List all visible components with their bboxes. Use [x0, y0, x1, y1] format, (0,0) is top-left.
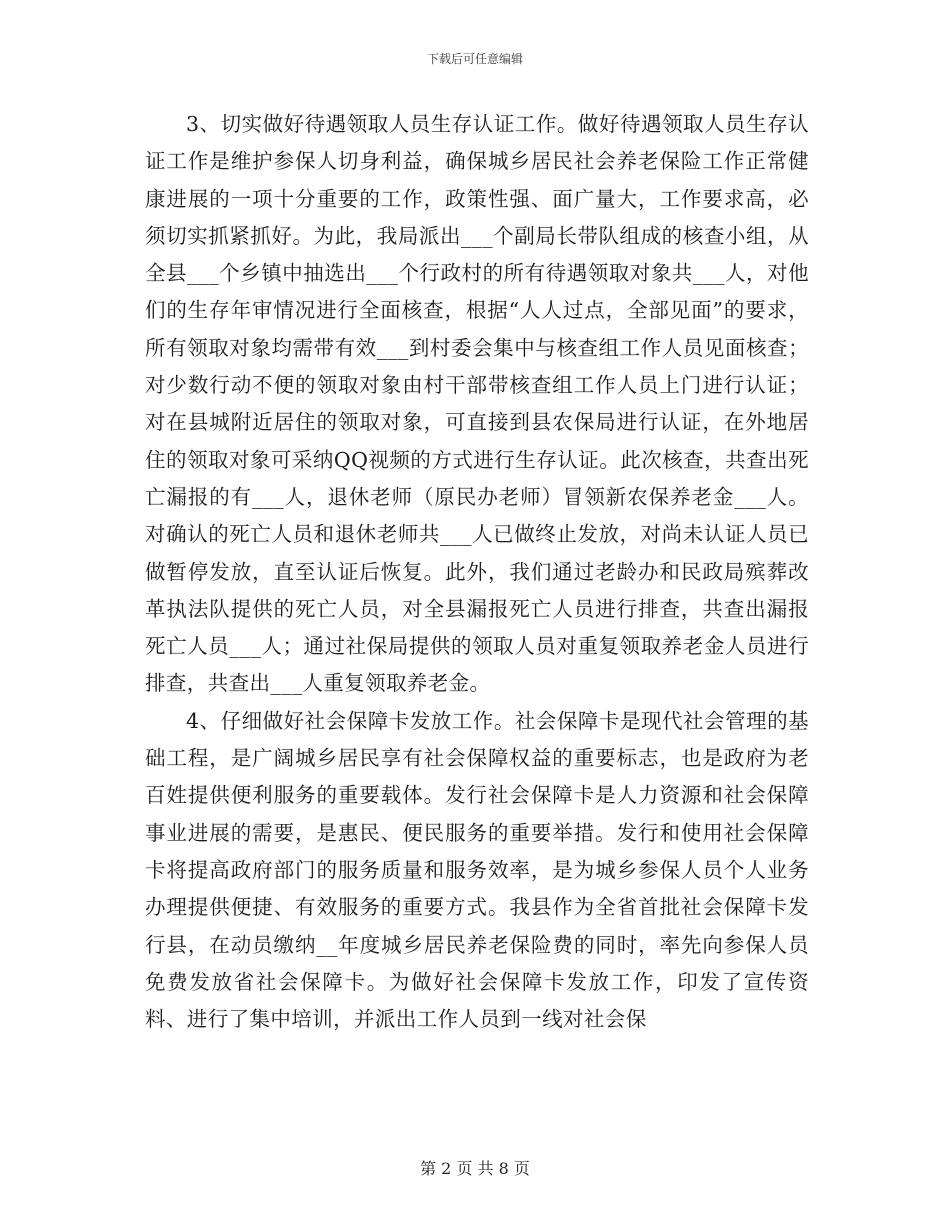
page-number: 第 2 页 共 8 页 [420, 1159, 530, 1178]
paragraph-item-3: 3、切实做好待遇领取人员生存认证工作。做好待遇领取人员生存认证工作是维护参保人切身利益，确保城乡居民社会养老保险工作正常健康进展的一项十分重要的工作，政策性强、面广量大，工作要求高，必须切实抓紧抓好。为此，我局派出___个副局长带队组成的核查小组，从全县___个乡镇中抽选出___个行政村的所有待遇领取对象共___人，对他们的生存年审情况进行全面核查，根据“人人过点，全部见面”的要求，所有领取对象均需带有效___到村委会集中与核查组工作人员见面核查；对少数行动不便的领取对象由村干部带核查组工作人员上门进行认证；对在县城附近居住的领取对象，可直接到县农保局进行认证，在外地居住的领取对象可采纳QQ视频的方式进行生存认证。此次核查，共查出死亡漏报的有___人，退休老师（原民办老师）冒领新农保养老金___人。对确认的死亡人员和退休老师共___人已做终止发放，对尚未认证人员已做暂停发放，直至认证后恢复。此外，我们通过老龄办和民政局殡葬改革执法队提供的死亡人员，对全县漏报死亡人员进行排查，共查出漏报死亡人员___人；通过社保局提供的领取人员对重复领取养老金人员进行排查，共查出___人重复领取养老金。 [145, 112, 809, 696]
header-note: 下载后可任意编辑 [426, 52, 523, 66]
paragraph-item-4: 4、仔细做好社会保障卡发放工作。社会保障卡是现代社会管理的基础工程，是广阔城乡居民享有社会保障权益的重要标志，也是政府为老百姓提供便利服务的重要载体。发行社会保障卡是人力资源和社会保障事业进展的需要，是惠民、便民服务的重要举措。发行和使用社会保障卡将提高政府部门的服务质量和服务效率，是为城乡参保人员个人业务办理提供便捷、有效服务的重要方式。我县作为全省首批社会保障卡发行县，在动员缴纳__年度城乡居民养老保险费的同时，率先向参保人员免费发放省社会保障卡。为做好社会保障卡发放工作，印发了宣传资料、进行了集中培训，并派出工作人员到一线对社会保 [145, 708, 809, 1032]
document-body [145, 106, 809, 1038]
